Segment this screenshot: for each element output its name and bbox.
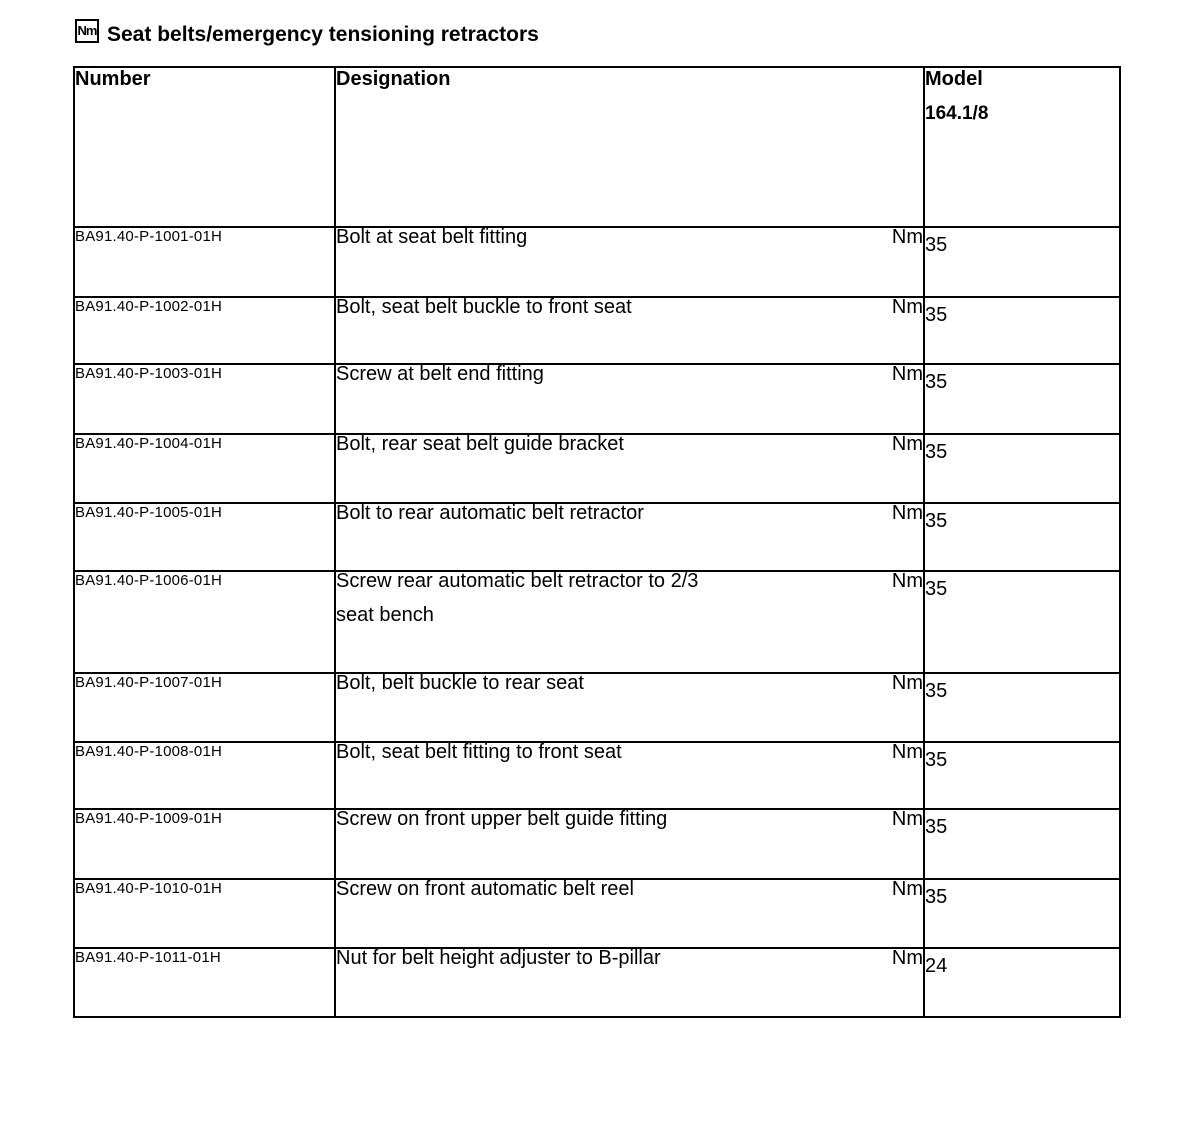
designation-text: Screw on front upper belt guide fitting xyxy=(336,808,668,830)
torque-value: 35 xyxy=(924,879,1120,948)
table-row xyxy=(74,364,1120,434)
unit-label: Nm xyxy=(891,363,923,385)
table-row xyxy=(74,879,1120,948)
designation-text: Bolt to rear automatic belt retractor xyxy=(336,502,644,524)
part-number: BA91.40-P-1008-01H xyxy=(74,742,335,809)
designation-text: Nut for belt height adjuster to B-pillar xyxy=(336,947,661,969)
designation-text: Screw at belt end fitting xyxy=(336,363,544,385)
torque-value: 35 xyxy=(924,227,1120,297)
designation-cell xyxy=(335,809,924,879)
part-number: BA91.40-P-1011-01H xyxy=(74,948,335,1017)
designation-cell xyxy=(335,948,924,1017)
torque-table xyxy=(73,66,1121,1018)
part-number: BA91.40-P-1007-01H xyxy=(74,673,335,742)
designation-cell xyxy=(335,503,924,571)
torque-value: 35 xyxy=(924,434,1120,503)
part-number: BA91.40-P-1010-01H xyxy=(74,879,335,948)
table-row xyxy=(74,503,1120,571)
torque-value: 35 xyxy=(924,673,1120,742)
part-number: BA91.40-P-1004-01H xyxy=(74,434,335,503)
table-row xyxy=(74,948,1120,1017)
unit-label: Nm xyxy=(891,878,923,900)
table-row xyxy=(74,571,1120,673)
torque-value: 35 xyxy=(924,364,1120,434)
designation-text: Bolt, rear seat belt guide bracket xyxy=(336,433,624,455)
designation-cell xyxy=(335,673,924,742)
part-number: BA91.40-P-1009-01H xyxy=(74,809,335,879)
unit-label: Nm xyxy=(891,808,923,830)
page-heading xyxy=(75,18,539,52)
table-row xyxy=(74,434,1120,503)
header-model xyxy=(924,67,1120,227)
header-row xyxy=(74,67,1120,227)
part-number: BA91.40-P-1005-01H xyxy=(74,503,335,571)
unit-label: Nm xyxy=(891,502,923,524)
table-row xyxy=(74,742,1120,809)
unit-label: Nm xyxy=(891,672,923,694)
unit-label: Nm xyxy=(891,947,923,969)
designation-cell xyxy=(335,742,924,809)
header-model-label: Model xyxy=(925,68,983,90)
part-number: BA91.40-P-1001-01H xyxy=(74,227,335,297)
torque-value: 35 xyxy=(924,742,1120,809)
designation-cell xyxy=(335,227,924,297)
part-number: BA91.40-P-1003-01H xyxy=(74,364,335,434)
torque-nm-icon: Nm xyxy=(75,19,99,43)
table-row xyxy=(74,297,1120,364)
designation-text: Bolt, belt buckle to rear seat xyxy=(336,672,584,694)
torque-value: 35 xyxy=(924,297,1120,364)
header-model-value: 164.1/8 xyxy=(925,103,989,124)
table-row xyxy=(74,227,1120,297)
table-row xyxy=(74,673,1120,742)
unit-label: Nm xyxy=(891,433,923,455)
designation-text: Screw rear automatic belt retractor to 2/3 seat bench xyxy=(336,570,699,626)
unit-label: Nm xyxy=(891,296,923,318)
unit-label: Nm xyxy=(891,570,923,592)
header-designation: Designation xyxy=(335,67,924,227)
torque-value: 24 xyxy=(924,948,1120,1017)
part-number: BA91.40-P-1006-01H xyxy=(74,571,335,673)
designation-cell xyxy=(335,571,924,673)
part-number: BA91.40-P-1002-01H xyxy=(74,297,335,364)
unit-label: Nm xyxy=(891,741,923,763)
designation-cell xyxy=(335,364,924,434)
designation-text: Screw on front automatic belt reel xyxy=(336,878,634,900)
torque-value: 35 xyxy=(924,503,1120,571)
table-row xyxy=(74,809,1120,879)
designation-cell xyxy=(335,297,924,364)
designation-cell xyxy=(335,879,924,948)
torque-value: 35 xyxy=(924,809,1120,879)
torque-value: 35 xyxy=(924,571,1120,673)
designation-text: Bolt, seat belt fitting to front seat xyxy=(336,741,622,763)
designation-text: Bolt, seat belt buckle to front seat xyxy=(336,296,632,318)
header-number: Number xyxy=(74,67,335,227)
designation-cell xyxy=(335,434,924,503)
unit-label: Nm xyxy=(891,226,923,248)
page-title: Seat belts/emergency tensioning retractors xyxy=(107,23,539,46)
designation-text: Bolt at seat belt fitting xyxy=(336,226,528,248)
